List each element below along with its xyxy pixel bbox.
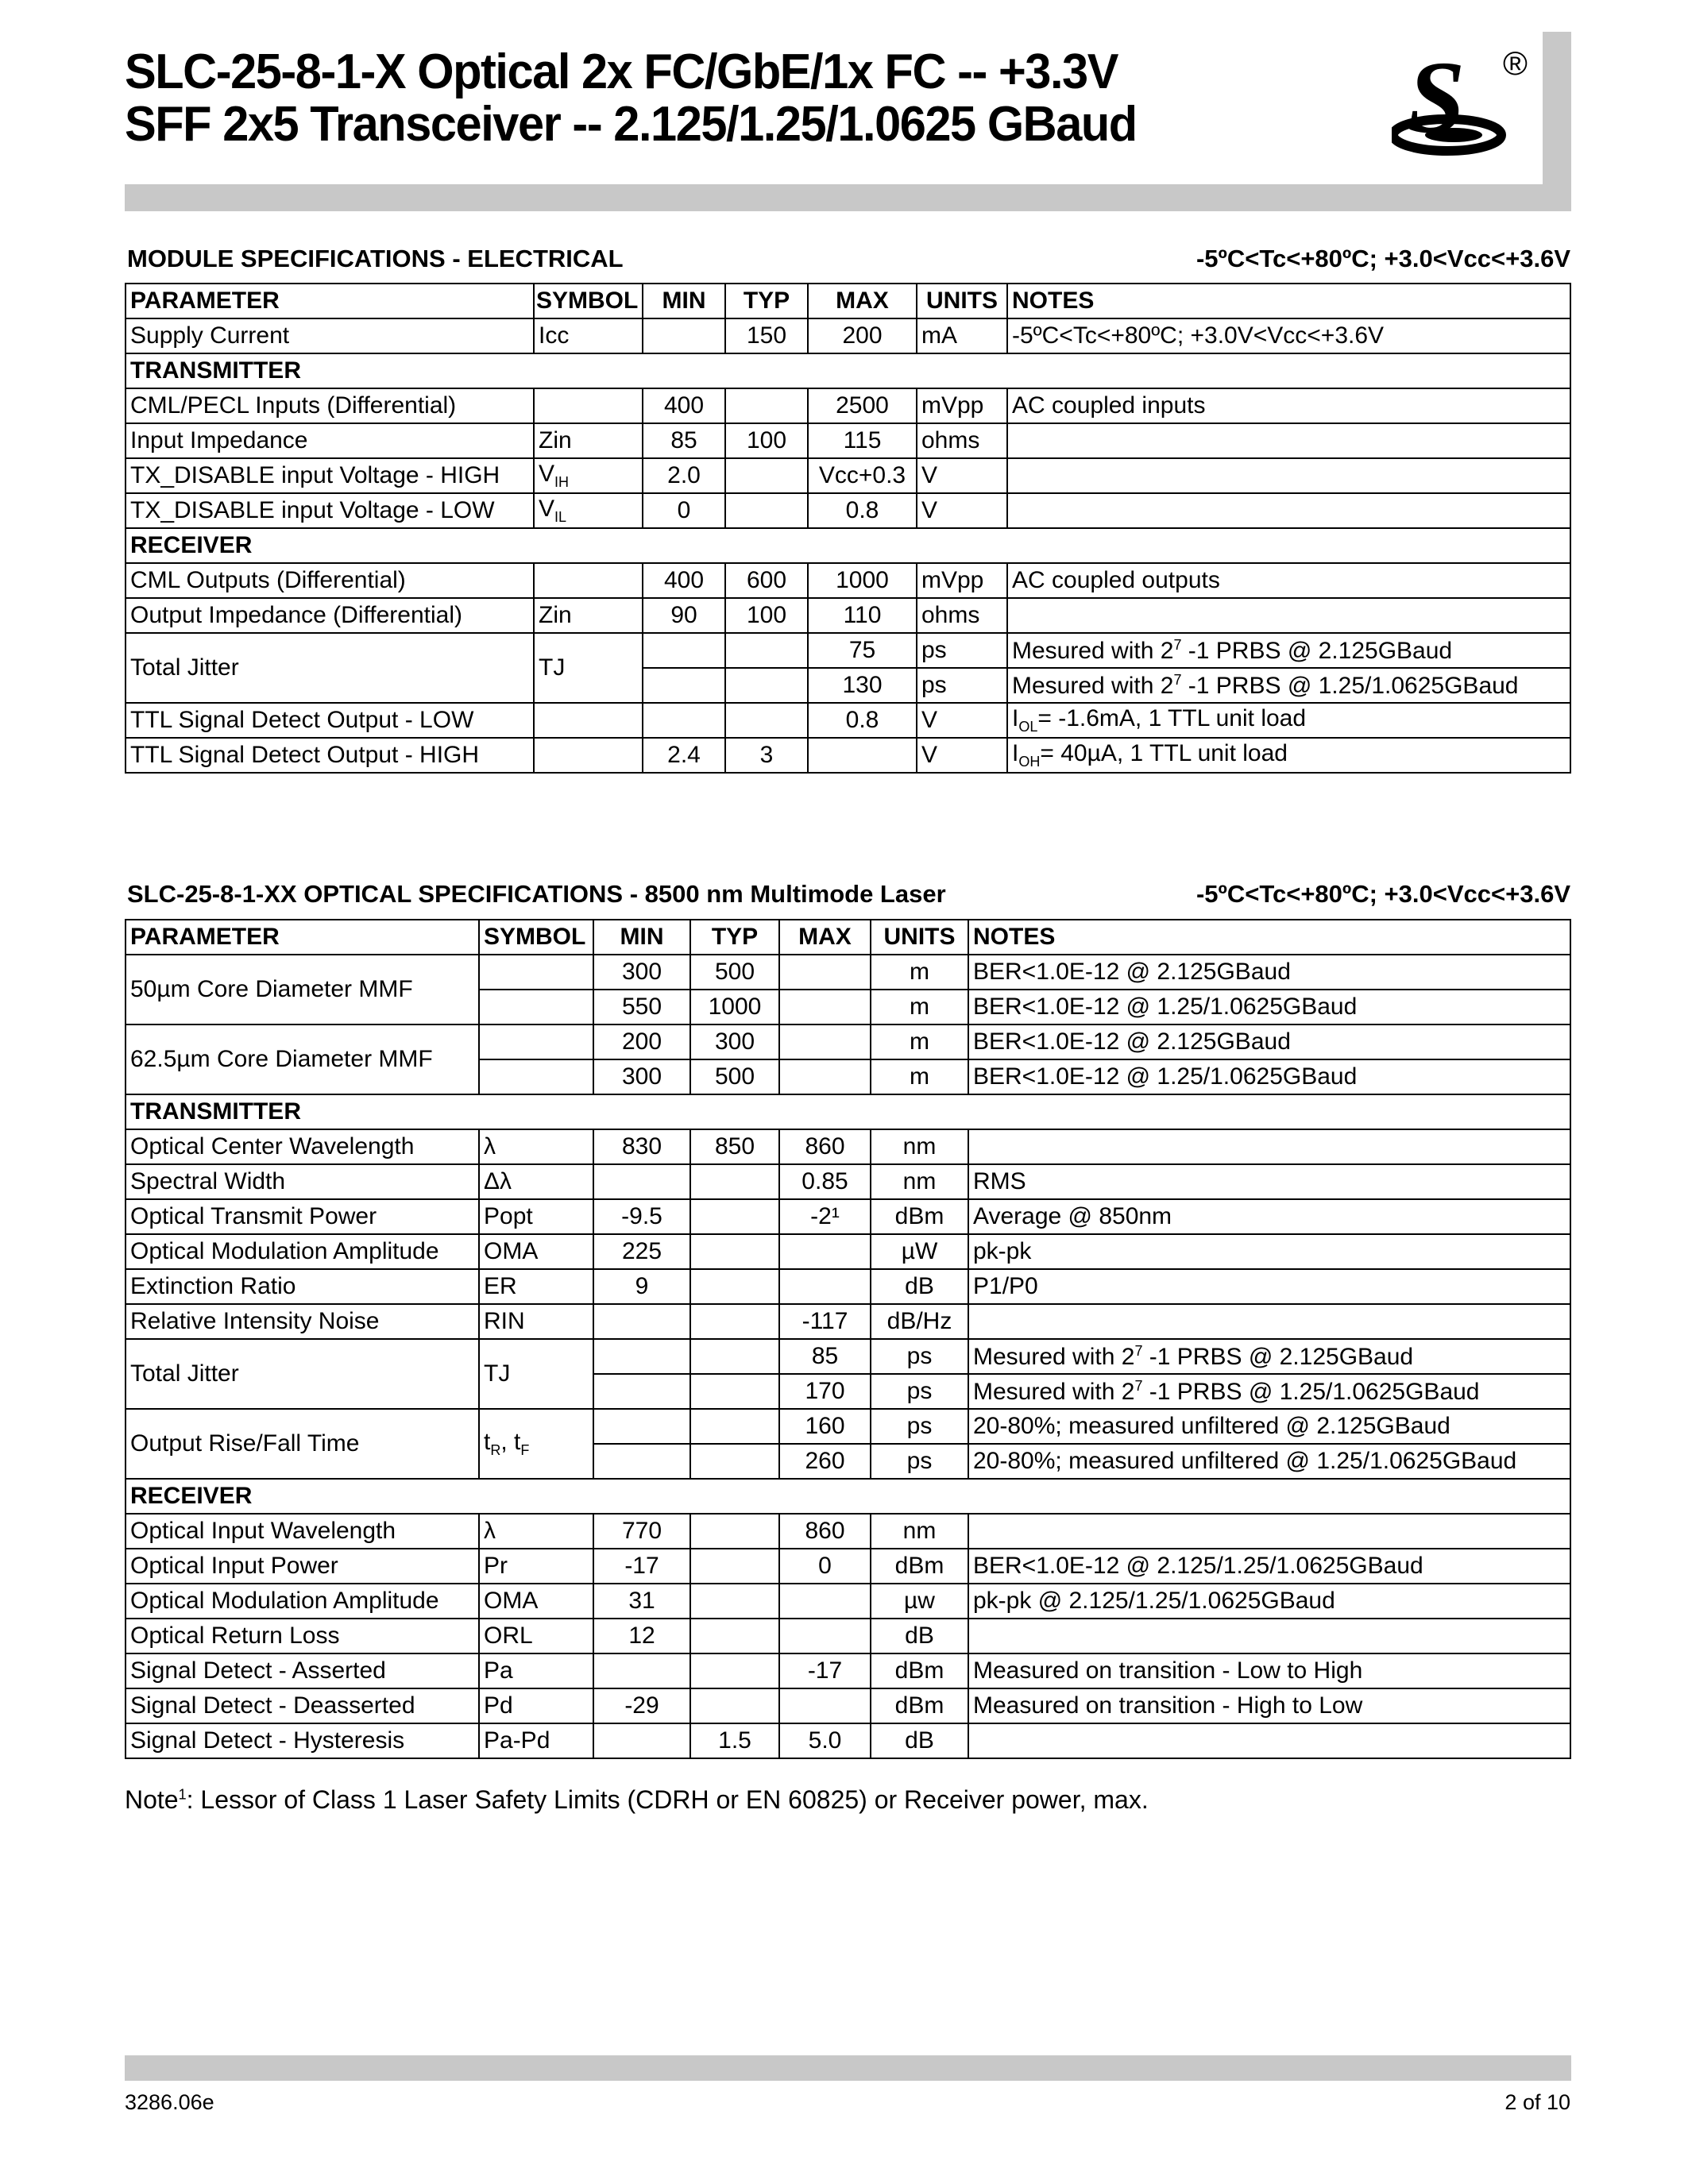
cell: nm bbox=[871, 1129, 968, 1164]
cell: dBm bbox=[871, 1199, 968, 1234]
col-min: MIN bbox=[643, 284, 725, 318]
cell: Supply Current bbox=[126, 318, 534, 353]
receiver-label: RECEIVER bbox=[126, 528, 1570, 563]
cell bbox=[690, 1164, 779, 1199]
table-row bbox=[126, 1129, 1570, 1164]
col-parameter: PARAMETER bbox=[126, 284, 534, 318]
cell: 90 bbox=[643, 598, 725, 633]
cell: 860 bbox=[779, 1129, 871, 1164]
optical-spec-table bbox=[125, 919, 1571, 1759]
cell bbox=[534, 738, 643, 773]
company-logo-icon bbox=[1392, 46, 1535, 157]
cell: Zin bbox=[534, 598, 643, 633]
cell bbox=[690, 1409, 779, 1444]
cell bbox=[779, 1024, 871, 1059]
cell: Mesured with $2^7$ -1 PRBS @ 1.25/1.0625GBaud bbox=[1007, 668, 1570, 703]
cell bbox=[690, 1688, 779, 1723]
cell: 2.4 bbox=[643, 738, 725, 773]
cell bbox=[690, 1549, 779, 1584]
table-row bbox=[126, 1584, 1570, 1619]
cell: Relative Intensity Noise bbox=[126, 1304, 479, 1339]
table-row bbox=[126, 1304, 1570, 1339]
cell: ps bbox=[917, 668, 1007, 703]
cell: Pr bbox=[479, 1549, 593, 1584]
cell: -9.5 bbox=[593, 1199, 690, 1234]
col-notes: NOTES bbox=[968, 920, 1570, 955]
cell: Optical Transmit Power bbox=[126, 1199, 479, 1234]
cell: 62.5µm Core Diameter MMF bbox=[126, 1024, 479, 1094]
cell bbox=[690, 1269, 779, 1304]
cell: -2¹ bbox=[779, 1199, 871, 1234]
cell: dB bbox=[871, 1619, 968, 1653]
cell: 260 bbox=[779, 1444, 871, 1479]
cell: ps bbox=[871, 1374, 968, 1409]
cell: TTL Signal Detect Output - LOW bbox=[126, 703, 534, 738]
cell bbox=[779, 1688, 871, 1723]
col-typ: TYP bbox=[725, 284, 808, 318]
cell: 110 bbox=[808, 598, 917, 633]
cell: Average @ 850nm bbox=[968, 1199, 1570, 1234]
cell: dBm bbox=[871, 1653, 968, 1688]
cell: 0.8 bbox=[808, 703, 917, 738]
cell: 200 bbox=[808, 318, 917, 353]
table-row bbox=[126, 1723, 1570, 1758]
cell: Popt bbox=[479, 1199, 593, 1234]
section-row bbox=[126, 1479, 1570, 1514]
cell bbox=[479, 1059, 593, 1094]
cell bbox=[779, 1234, 871, 1269]
cell: $t_R$, $t_F$ bbox=[479, 1409, 593, 1479]
cell: 5.0 bbox=[779, 1723, 871, 1758]
cell: 3 bbox=[725, 738, 808, 773]
cell: TJ bbox=[479, 1339, 593, 1409]
cell: 300 bbox=[690, 1024, 779, 1059]
col-max: MAX bbox=[779, 920, 871, 955]
cell bbox=[725, 668, 808, 703]
cell bbox=[690, 1619, 779, 1653]
cell: ps bbox=[917, 633, 1007, 668]
cell: BER<1.0E-12 @ 1.25/1.0625GBaud bbox=[968, 1059, 1570, 1094]
table-row bbox=[126, 1339, 1570, 1374]
cell: Vcc+0.3 bbox=[808, 458, 917, 493]
cell: 0.85 bbox=[779, 1164, 871, 1199]
table-row bbox=[126, 493, 1570, 528]
col-max: MAX bbox=[808, 284, 917, 318]
cell bbox=[779, 990, 871, 1024]
cell: Output Impedance (Differential) bbox=[126, 598, 534, 633]
cell: dBm bbox=[871, 1549, 968, 1584]
cell: -117 bbox=[779, 1304, 871, 1339]
page-title bbox=[125, 46, 1137, 151]
cell bbox=[643, 703, 725, 738]
table-row bbox=[126, 318, 1570, 353]
cell: -17 bbox=[593, 1549, 690, 1584]
cell: Output Rise/Fall Time bbox=[126, 1409, 479, 1479]
cell: Zin bbox=[534, 423, 643, 458]
cell: 170 bbox=[779, 1374, 871, 1409]
cell: 600 bbox=[725, 563, 808, 598]
cell: λ bbox=[479, 1514, 593, 1549]
cell: nm bbox=[871, 1164, 968, 1199]
transmitter-label: TRANSMITTER bbox=[126, 1094, 1570, 1129]
cell: 500 bbox=[690, 1059, 779, 1094]
cell bbox=[643, 668, 725, 703]
cell: Measured on transition - High to Low bbox=[968, 1688, 1570, 1723]
cell: 75 bbox=[808, 633, 917, 668]
cell bbox=[479, 955, 593, 990]
cell: TX_DISABLE input Voltage - LOW bbox=[126, 493, 534, 528]
cell: Spectral Width bbox=[126, 1164, 479, 1199]
cell: OMA bbox=[479, 1234, 593, 1269]
cell: 770 bbox=[593, 1514, 690, 1549]
transmitter-label: TRANSMITTER bbox=[126, 353, 1570, 388]
table-row bbox=[126, 1549, 1570, 1584]
cell: 20-80%; measured unfiltered @ 1.25/1.0625GBaud bbox=[968, 1444, 1570, 1479]
page-number: 2 of 10 bbox=[1505, 2090, 1570, 2114]
cell: CML Outputs (Differential) bbox=[126, 563, 534, 598]
cell: 12 bbox=[593, 1619, 690, 1653]
table-row bbox=[126, 1409, 1570, 1444]
cell: ER bbox=[479, 1269, 593, 1304]
table-row bbox=[126, 1619, 1570, 1653]
cell bbox=[690, 1304, 779, 1339]
cell: Pd bbox=[479, 1688, 593, 1723]
cell: BER<1.0E-12 @ 2.125GBaud bbox=[968, 955, 1570, 990]
table-row bbox=[126, 563, 1570, 598]
cell: mVpp bbox=[917, 388, 1007, 423]
electrical-spec-table bbox=[125, 283, 1571, 774]
cell: Icc bbox=[534, 318, 643, 353]
cell: 300 bbox=[593, 955, 690, 990]
cell bbox=[968, 1723, 1570, 1758]
cell bbox=[1007, 493, 1570, 528]
col-min: MIN bbox=[593, 920, 690, 955]
table-row bbox=[126, 598, 1570, 633]
cell bbox=[690, 1234, 779, 1269]
cell bbox=[690, 1653, 779, 1688]
cell bbox=[593, 1653, 690, 1688]
logo-letter: S bbox=[1408, 46, 1466, 155]
cell bbox=[808, 738, 917, 773]
cell: 115 bbox=[808, 423, 917, 458]
cell: AC coupled outputs bbox=[1007, 563, 1570, 598]
cell bbox=[593, 1164, 690, 1199]
cell bbox=[725, 703, 808, 738]
cell: Signal Detect - Deasserted bbox=[126, 1688, 479, 1723]
cell: -5ºC<Tc<+80ºC; +3.0V<Vcc<+3.6V bbox=[1007, 318, 1570, 353]
cell: m bbox=[871, 1059, 968, 1094]
cell bbox=[534, 703, 643, 738]
footnote: Note$^1$: Lessor of Class 1 Laser Safety Limits (CDRH or EN 60825) or Receiver power, max. bbox=[125, 1785, 1149, 1814]
cell: 130 bbox=[808, 668, 917, 703]
cell: mA bbox=[917, 318, 1007, 353]
cell: m bbox=[871, 1024, 968, 1059]
cell: -29 bbox=[593, 1688, 690, 1723]
cell: 2500 bbox=[808, 388, 917, 423]
cell: V bbox=[917, 738, 1007, 773]
table-row bbox=[126, 1269, 1570, 1304]
table-row bbox=[126, 1024, 1570, 1059]
cell: 160 bbox=[779, 1409, 871, 1444]
cell: $V_{IH}$ bbox=[534, 458, 643, 493]
cell bbox=[725, 388, 808, 423]
cell: m bbox=[871, 990, 968, 1024]
cell bbox=[968, 1619, 1570, 1653]
cell bbox=[779, 1619, 871, 1653]
cell: Δλ bbox=[479, 1164, 593, 1199]
cell: 400 bbox=[643, 563, 725, 598]
cell: ps bbox=[871, 1444, 968, 1479]
cell bbox=[725, 458, 808, 493]
cell: P1/P0 bbox=[968, 1269, 1570, 1304]
cell bbox=[593, 1304, 690, 1339]
cell: TTL Signal Detect Output - HIGH bbox=[126, 738, 534, 773]
cell: Optical Center Wavelength bbox=[126, 1129, 479, 1164]
cell bbox=[593, 1444, 690, 1479]
cell: $I_{OL}= -1.6mA$, 1 TTL unit load bbox=[1007, 703, 1570, 738]
col-parameter: PARAMETER bbox=[126, 920, 479, 955]
cell: 100 bbox=[725, 423, 808, 458]
cell: ORL bbox=[479, 1619, 593, 1653]
cell: V bbox=[917, 458, 1007, 493]
table-row bbox=[126, 388, 1570, 423]
cell: Signal Detect - Asserted bbox=[126, 1653, 479, 1688]
cell: Extinction Ratio bbox=[126, 1269, 479, 1304]
cell: Mesured with $2^7$ -1 PRBS @ 2.125GBaud bbox=[968, 1339, 1570, 1374]
cell bbox=[479, 1024, 593, 1059]
cell bbox=[593, 1339, 690, 1374]
cell: 500 bbox=[690, 955, 779, 990]
cell: dB/Hz bbox=[871, 1304, 968, 1339]
receiver-label: RECEIVER bbox=[126, 1479, 1570, 1514]
cell: 20-80%; measured unfiltered @ 2.125GBaud bbox=[968, 1409, 1570, 1444]
table-row bbox=[126, 1514, 1570, 1549]
cell: 850 bbox=[690, 1129, 779, 1164]
cell: Signal Detect - Hysteresis bbox=[126, 1723, 479, 1758]
cell: RMS bbox=[968, 1164, 1570, 1199]
cell bbox=[690, 1339, 779, 1374]
cell: dB bbox=[871, 1269, 968, 1304]
cell: 2.0 bbox=[643, 458, 725, 493]
table-row bbox=[126, 703, 1570, 738]
col-notes: NOTES bbox=[1007, 284, 1570, 318]
cell bbox=[968, 1514, 1570, 1549]
cell bbox=[725, 633, 808, 668]
cell: TJ bbox=[534, 633, 643, 703]
cell: 200 bbox=[593, 1024, 690, 1059]
cell: Mesured with $2^7$ -1 PRBS @ 1.25/1.0625GBaud bbox=[968, 1374, 1570, 1409]
cell: V bbox=[917, 493, 1007, 528]
title-line-2: SFF 2x5 Transceiver -- 2.125/1.25/1.0625 GBaud bbox=[125, 97, 1137, 152]
cell: 85 bbox=[779, 1339, 871, 1374]
cell bbox=[1007, 423, 1570, 458]
cell: Optical Return Loss bbox=[126, 1619, 479, 1653]
cell bbox=[1007, 458, 1570, 493]
title-line-1: SLC-25-8-1-X Optical 2x FC/GbE/1x FC -- +3.3V bbox=[125, 44, 1118, 99]
cell: 0 bbox=[779, 1549, 871, 1584]
table-row bbox=[126, 1199, 1570, 1234]
cell bbox=[690, 1584, 779, 1619]
cell: ohms bbox=[917, 423, 1007, 458]
cell: AC coupled inputs bbox=[1007, 388, 1570, 423]
cell: Pa-Pd bbox=[479, 1723, 593, 1758]
cell: Pa bbox=[479, 1653, 593, 1688]
cell: Optical Modulation Amplitude bbox=[126, 1234, 479, 1269]
cell bbox=[968, 1129, 1570, 1164]
col-units: UNITS bbox=[871, 920, 968, 955]
cell bbox=[779, 1584, 871, 1619]
cell: 1000 bbox=[808, 563, 917, 598]
section-row bbox=[126, 1094, 1570, 1129]
cell: mVpp bbox=[917, 563, 1007, 598]
table-row bbox=[126, 738, 1570, 773]
col-symbol: SYMBOL bbox=[534, 284, 643, 318]
cell: 85 bbox=[643, 423, 725, 458]
col-typ: TYP bbox=[690, 920, 779, 955]
cell bbox=[593, 1409, 690, 1444]
cell: BER<1.0E-12 @ 1.25/1.0625GBaud bbox=[968, 990, 1570, 1024]
electrical-heading: MODULE SPECIFICATIONS - ELECTRICAL bbox=[127, 245, 624, 272]
cell: Total Jitter bbox=[126, 633, 534, 703]
cell: Input Impedance bbox=[126, 423, 534, 458]
cell: pk-pk @ 2.125/1.25/1.0625GBaud bbox=[968, 1584, 1570, 1619]
footer-bar bbox=[125, 2055, 1571, 2081]
cell: ps bbox=[871, 1339, 968, 1374]
optical-conditions: -5ºC<Tc<+80ºC; +3.0<Vcc<+3.6V bbox=[1196, 880, 1570, 908]
cell bbox=[779, 955, 871, 990]
cell: ps bbox=[871, 1409, 968, 1444]
cell: V bbox=[917, 703, 1007, 738]
cell: Measured on transition - Low to High bbox=[968, 1653, 1570, 1688]
cell: 550 bbox=[593, 990, 690, 1024]
cell: dBm bbox=[871, 1688, 968, 1723]
cell: $I_{OH}= 40\mu A$, 1 TTL unit load bbox=[1007, 738, 1570, 773]
cell: Mesured with $2^7$ -1 PRBS @ 2.125GBaud bbox=[1007, 633, 1570, 668]
cell bbox=[690, 1374, 779, 1409]
cell bbox=[690, 1444, 779, 1479]
cell: Optical Input Wavelength bbox=[126, 1514, 479, 1549]
cell: pk-pk bbox=[968, 1234, 1570, 1269]
cell bbox=[968, 1304, 1570, 1339]
cell: BER<1.0E-12 @ 2.125GBaud bbox=[968, 1024, 1570, 1059]
cell: 9 bbox=[593, 1269, 690, 1304]
cell bbox=[690, 1514, 779, 1549]
cell: Optical Input Power bbox=[126, 1549, 479, 1584]
cell: Total Jitter bbox=[126, 1339, 479, 1409]
cell: TX_DISABLE input Voltage - HIGH bbox=[126, 458, 534, 493]
table-row bbox=[126, 1688, 1570, 1723]
cell: 100 bbox=[725, 598, 808, 633]
col-symbol: SYMBOL bbox=[479, 920, 593, 955]
cell: 860 bbox=[779, 1514, 871, 1549]
optical-heading: SLC-25-8-1-XX OPTICAL SPECIFICATIONS - 8500 nm Multimode Laser bbox=[127, 880, 946, 908]
cell: 300 bbox=[593, 1059, 690, 1094]
cell bbox=[643, 318, 725, 353]
cell: -17 bbox=[779, 1653, 871, 1688]
registered-mark: ® bbox=[1503, 46, 1528, 82]
cell: nm bbox=[871, 1514, 968, 1549]
electrical-conditions: -5ºC<Tc<+80ºC; +3.0<Vcc<+3.6V bbox=[1196, 245, 1570, 272]
cell: 830 bbox=[593, 1129, 690, 1164]
cell: 50µm Core Diameter MMF bbox=[126, 955, 479, 1024]
cell: m bbox=[871, 955, 968, 990]
document-number: 3286.06e bbox=[125, 2090, 214, 2114]
cell: 1000 bbox=[690, 990, 779, 1024]
cell bbox=[593, 1374, 690, 1409]
col-units: UNITS bbox=[917, 284, 1007, 318]
table-row bbox=[126, 1653, 1570, 1688]
table-header-row bbox=[126, 920, 1570, 955]
table-row bbox=[126, 633, 1570, 668]
cell: 400 bbox=[643, 388, 725, 423]
cell bbox=[779, 1059, 871, 1094]
cell bbox=[725, 493, 808, 528]
table-header-row bbox=[126, 284, 1570, 318]
cell bbox=[643, 633, 725, 668]
cell bbox=[1007, 598, 1570, 633]
cell: ohms bbox=[917, 598, 1007, 633]
cell bbox=[690, 1199, 779, 1234]
table-row bbox=[126, 423, 1570, 458]
cell: RIN bbox=[479, 1304, 593, 1339]
cell bbox=[479, 990, 593, 1024]
table-row bbox=[126, 458, 1570, 493]
cell bbox=[593, 1723, 690, 1758]
cell bbox=[779, 1269, 871, 1304]
table-row bbox=[126, 1164, 1570, 1199]
cell: 0 bbox=[643, 493, 725, 528]
cell: 31 bbox=[593, 1584, 690, 1619]
cell: 0.8 bbox=[808, 493, 917, 528]
cell bbox=[534, 388, 643, 423]
section-row bbox=[126, 353, 1570, 388]
cell: BER<1.0E-12 @ 2.125/1.25/1.0625GBaud bbox=[968, 1549, 1570, 1584]
cell: OMA bbox=[479, 1584, 593, 1619]
header-horizontal-bar bbox=[125, 184, 1571, 211]
table-row bbox=[126, 1234, 1570, 1269]
table-row bbox=[126, 955, 1570, 990]
cell: µW bbox=[871, 1234, 968, 1269]
cell bbox=[534, 563, 643, 598]
section-row bbox=[126, 528, 1570, 563]
cell: Optical Modulation Amplitude bbox=[126, 1584, 479, 1619]
cell: λ bbox=[479, 1129, 593, 1164]
cell: dB bbox=[871, 1723, 968, 1758]
cell: µw bbox=[871, 1584, 968, 1619]
cell: 225 bbox=[593, 1234, 690, 1269]
cell: 1.5 bbox=[690, 1723, 779, 1758]
cell: CML/PECL Inputs (Differential) bbox=[126, 388, 534, 423]
cell: 150 bbox=[725, 318, 808, 353]
cell: $V_{IL}$ bbox=[534, 493, 643, 528]
